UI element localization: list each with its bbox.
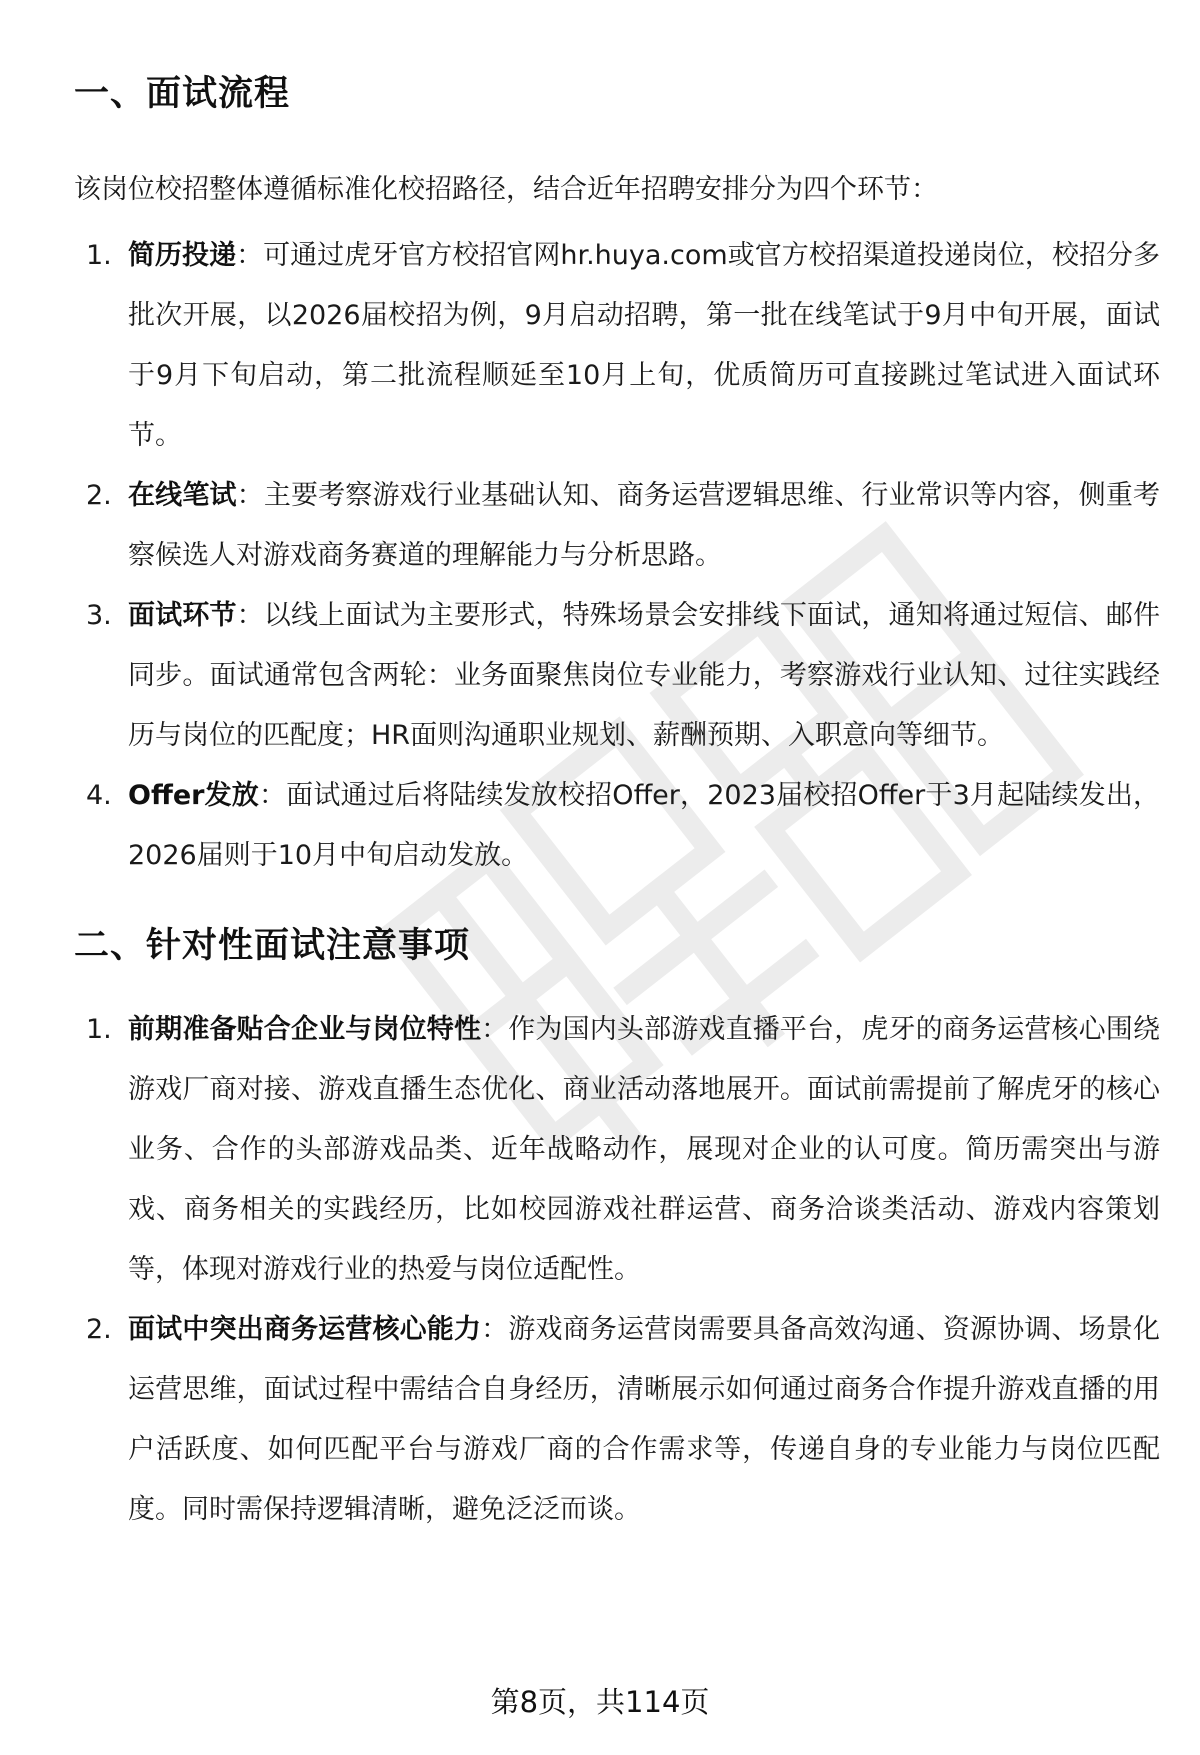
list-number: 2. (86, 480, 112, 511)
section-intro: 该岗位校招整体遵循标准化校招路径，结合近年招聘安排分为四个环节： (74, 174, 938, 205)
list-number: 3. (86, 600, 112, 631)
item-text: ：主要考察游戏行业基础认知、商务运营逻辑思维、行业常识等内容，侧重考察候选人对游戏商务赛道的理解能力与分析思路。 (128, 480, 1161, 571)
list-item (74, 586, 1160, 766)
page-number-footer: 第8页，共114页 (490, 1685, 710, 1719)
item-lead: 前期准备贴合企业与岗位特性 (128, 1014, 482, 1045)
item-text: ：可通过虎牙官方校招官网hr.huya.com或官方校招渠道投递岗位，校招分多批次开展，以2026届校招为例，9月启动招聘，第一批在线笔试于9月中旬开展，面试于9月下旬启动，第二批流程顺延至10月上旬，优质简历可直接跳过笔试进入面试环节。 (128, 240, 1161, 451)
list-item (74, 226, 1160, 466)
interview-process-list (74, 226, 1160, 886)
item-lead: 面试环节 (128, 600, 237, 631)
item-lead: 在线笔试 (128, 480, 237, 511)
list-number: 1. (86, 240, 112, 271)
item-lead: Offer发放 (128, 780, 259, 811)
section-title-interview-tips: 二、针对性面试注意事项 (74, 926, 471, 966)
section-title-interview-process: 一、面试流程 (74, 74, 291, 114)
list-number: 4. (86, 780, 112, 811)
list-number: 2. (86, 1314, 112, 1345)
list-item (74, 1300, 1160, 1540)
interview-tips-list (74, 1000, 1160, 1540)
list-item (74, 1000, 1160, 1300)
item-text: ：游戏商务运营岗需要具备高效沟通、资源协调、场景化运营思维，面试过程中需结合自身经历，清晰展示如何通过商务合作提升游戏直播的用户活跃度、如何匹配平台与游戏厂商的合作需求等，传递自身的专业能力与岗位匹配度。同时需保持逻辑清晰，避免泛泛而谈。 (128, 1314, 1161, 1525)
list-number: 1. (86, 1014, 112, 1045)
list-item (74, 766, 1160, 886)
item-text: ：以线上面试为主要形式，特殊场景会安排线下面试，通知将通过短信、邮件同步。面试通常包含两轮：业务面聚焦岗位专业能力，考察游戏行业认知、过往实践经历与岗位的匹配度；HR面则沟通职业规划、薪酬预期、入职意向等细节。 (128, 600, 1161, 751)
item-text: ：作为国内头部游戏直播平台，虎牙的商务运营核心围绕游戏厂商对接、游戏直播生态优化、商业活动落地展开。面试前需提前了解虎牙的核心业务、合作的头部游戏品类、近年战略动作，展现对企业的认可度。简历需突出与游戏、商务相关的实践经历，比如校园游戏社群运营、商务洽谈类活动、游戏内容策划等，体现对游戏行业的热爱与岗位适配性。 (128, 1014, 1161, 1285)
item-text: ：面试通过后将陆续发放校招Offer，2023届校招Offer于3月起陆续发出，2026届则于10月中旬启动发放。 (128, 780, 1161, 871)
list-item (74, 466, 1160, 586)
item-lead: 简历投递 (128, 240, 237, 271)
item-lead: 面试中突出商务运营核心能力 (128, 1314, 482, 1345)
